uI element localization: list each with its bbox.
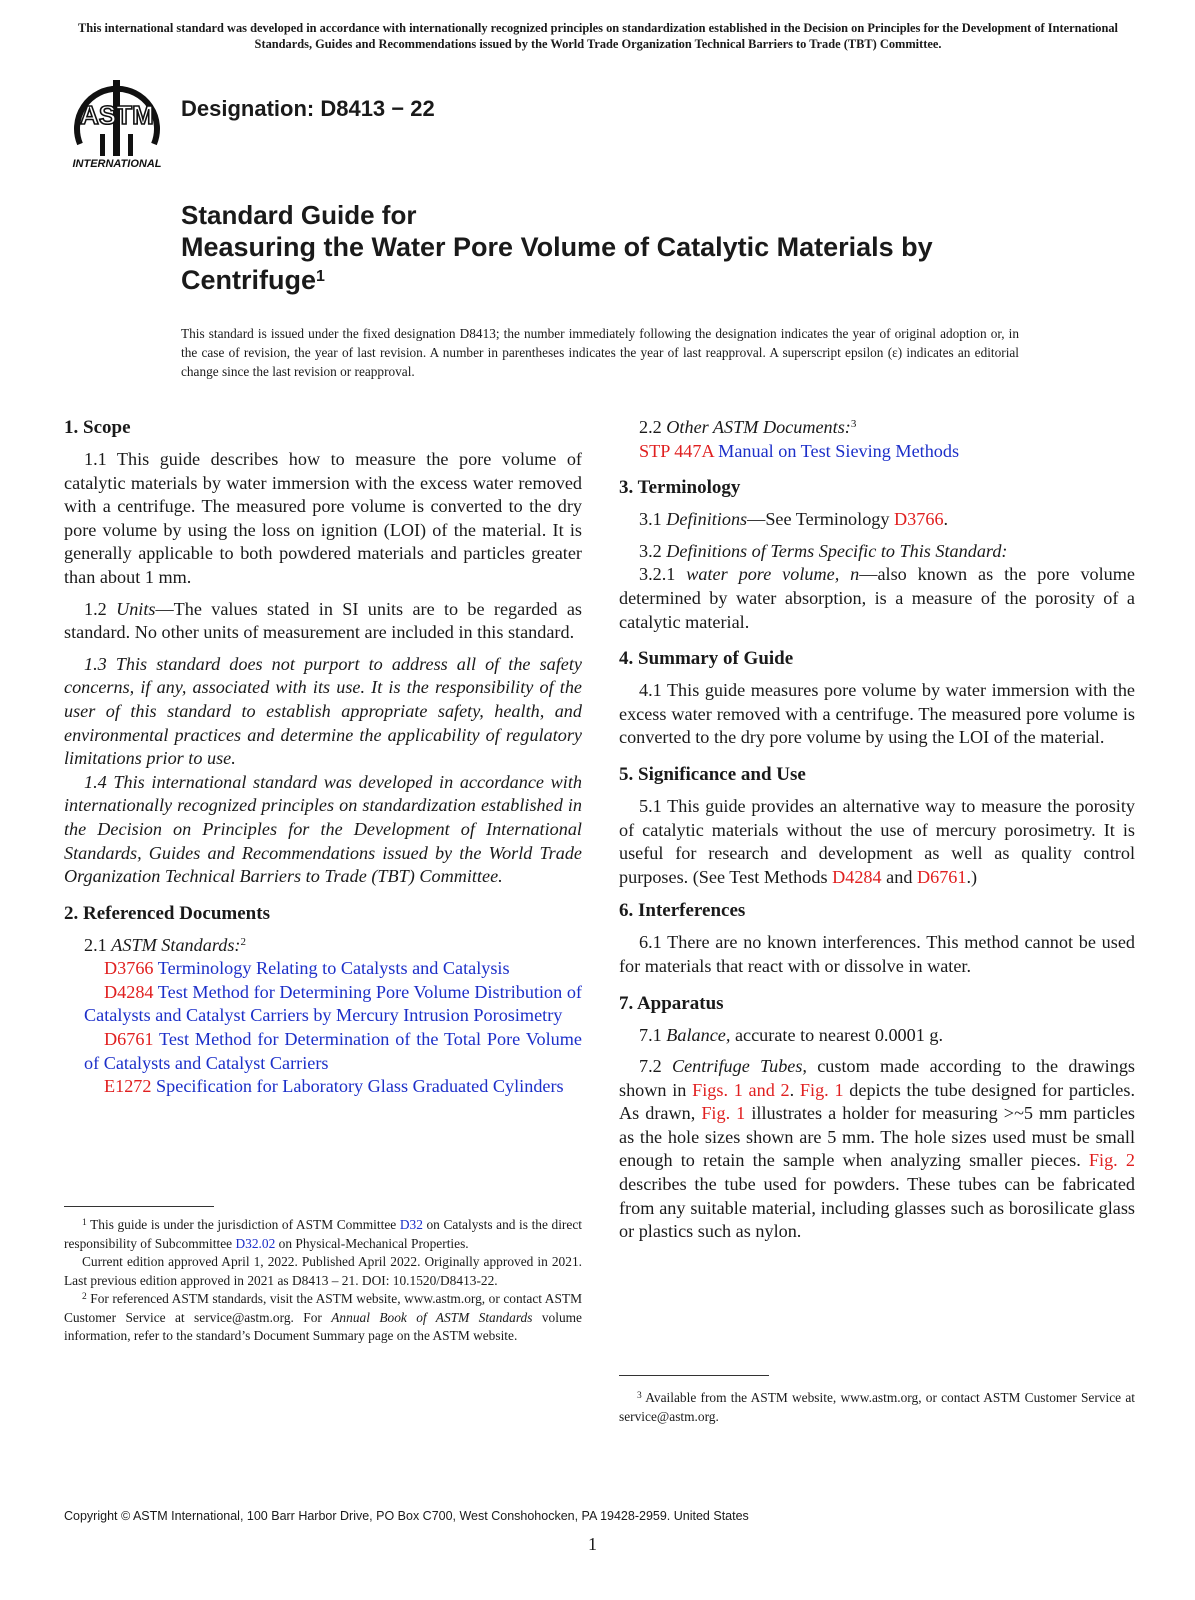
reference-d6761-title[interactable]: Test Method for Determination of the Total Pore Volume of Catalysts and Catalyst Carriers — [84, 1029, 582, 1073]
reference-d6761[interactable] — [64, 1028, 582, 1075]
footnote-3-mark: 3 — [637, 1391, 642, 1401]
international-standard-notice: This international standard was developed in accordance with internationally recognized principles on standardization established in the Decision on Principles for the Development of International Standards, Guides and Recommendations issued by the World Trade Organization Technical Barriers to Trade (TBT) Committee. — [77, 21, 1119, 51]
para-5-1-and: and — [881, 866, 917, 887]
para-5-1-end: .) — [966, 866, 978, 887]
footnote-2 — [64, 1290, 582, 1346]
para-7-2 — [619, 1055, 1135, 1244]
para-7-2-number: 7.2 — [639, 1056, 672, 1077]
para-2-1-footnote-mark: 2 — [240, 935, 246, 948]
para-2-1 — [64, 934, 582, 958]
para-3-2-1-text: —also known as the pore volume determined by water absorption, is a measure of the porosity of a catalytic material. — [619, 564, 1135, 632]
para-2-2-term: Other ASTM Documents: — [666, 417, 851, 437]
para-2-1-term: ASTM Standards: — [111, 934, 241, 955]
title-line-2: Measuring the Water Pore Volume of Catalytic Materials by — [181, 232, 933, 262]
reference-d3766[interactable] — [64, 957, 582, 981]
footnote-2-text-b: volume information, refer to the standard’s Document Summary page on the ASTM website. — [64, 1309, 583, 1343]
footnote-2-mark: 2 — [82, 1292, 87, 1302]
reference-stp447a-title[interactable]: Manual on Test Sieving Methods — [713, 440, 960, 461]
para-3-1-number: 3.1 — [639, 509, 667, 530]
reference-d4284-code[interactable]: D4284 — [104, 981, 154, 1002]
para-7-1-number: 7.1 — [639, 1024, 667, 1045]
para-1-2-number: 1.2 — [84, 598, 117, 619]
para-2-2-number: 2.2 — [639, 417, 667, 437]
para-5-1 — [619, 795, 1135, 889]
footnote-1-text-a: This guide is under the jurisdiction of ASTM Committee — [86, 1217, 400, 1232]
footnote-2-text-a: For referenced ASTM standards, visit the ASTM website, www.astm.org, or contact ASTM Customer Service at service@astm.org. For — [64, 1291, 582, 1325]
para-2-2-footnote-mark: 3 — [850, 418, 857, 430]
para-1-2-term: Units — [116, 598, 156, 619]
para-3-1-term: Definitions — [666, 509, 748, 530]
right-footnotes — [619, 1389, 1135, 1426]
reference-d6761-code[interactable]: D6761 — [104, 1029, 154, 1050]
reference-d3766-code[interactable]: D3766 — [104, 958, 154, 979]
para-3-1 — [619, 508, 1135, 532]
committee-d32-link[interactable]: D32 — [399, 1217, 423, 1232]
right-column — [619, 416, 1135, 1244]
para-7-2-text-a: custom made according to the drawings shown in — [619, 1056, 1135, 1100]
para-7-2-text-e: describes the tube used for powders. These tubes can be fabricated from any suitable material, including glasses such as borosilicate glass or plastics such as nylon. — [619, 1174, 1135, 1242]
footnote-3 — [619, 1389, 1135, 1426]
section-3-heading: 3. Terminology — [619, 477, 741, 499]
left-footnotes — [64, 1216, 582, 1346]
para-3-2-1-number: 3.2.1 — [639, 564, 687, 585]
para-7-2-text-d: illustrates a holder for measuring >~5 mm particles as the hole sizes shown are 5 mm. The hole sizes used must be small enough to retain the sample when analyzing smaller pieces. — [619, 1103, 1135, 1171]
para-1-4-text: 1.4 This international standard was developed in accordance with internationally recognized principles on standardization established in the Decision on Principles for the Development of International Standards, Guides and Recommendations issued by the World Trade Organization Technical Barriers to Trade (TBT) Committee. — [64, 771, 582, 887]
footnote-2-book-title: Annual Book of ASTM Standards — [331, 1309, 533, 1325]
footnote-1 — [64, 1216, 582, 1253]
para-3-1-text: —See Terminology — [747, 509, 895, 530]
title-line-3-text: Centrifuge — [181, 265, 316, 295]
reference-d3766-title[interactable]: Terminology Relating to Catalysts and Catalysis — [153, 958, 510, 979]
para-1-3-text: 1.3 This standard does not purport to address all of the safety concerns, if any, associated with its use. It is the responsibility of the user of this standard to establish appropriate safety, health, and environmental practices and determine the applicability of regulatory limitations prior to use. — [64, 653, 582, 769]
para-5-1-link-d4284[interactable]: D4284 — [832, 866, 882, 887]
astm-logo — [64, 72, 170, 170]
footnote-1-text-b: on Catalysts and is the direct responsibility of Subcommittee — [64, 1217, 582, 1251]
para-6-1: 6.1 There are no known interferences. This method cannot be used for materials that react with or dissolve in water. — [619, 932, 1135, 976]
para-4-1: 4.1 This guide measures pore volume by water immersion with the excess water removed with a centrifuge. The measured pore volume is converted to the dry pore volume by using the LOI of the material. — [619, 680, 1135, 748]
para-7-2-text-b: . — [789, 1079, 800, 1100]
para-3-1-link-d3766[interactable]: D3766 — [894, 509, 944, 530]
para-7-2-text-c: depicts the tube designed for particles. As drawn, — [619, 1079, 1136, 1124]
para-3-2-1 — [619, 563, 1135, 634]
footnote-1-text-c: on Physical-Mechanical Properties. — [275, 1235, 469, 1251]
para-3-2-1-term: water pore volume, n — [686, 564, 860, 585]
para-3-2 — [619, 540, 1135, 564]
subcommittee-d32-02-link[interactable]: D32.02 — [235, 1235, 276, 1251]
para-7-1-text: accurate to nearest 0.0001 g. — [730, 1024, 944, 1045]
para-3-1-end: . — [943, 509, 949, 530]
title-line-3 — [181, 264, 1081, 297]
astm-logo-subtext: INTERNATIONAL — [72, 158, 162, 170]
fig-1-link[interactable]: Fig. 1 — [799, 1079, 844, 1100]
para-2-1-number: 2.1 — [84, 934, 112, 955]
para-7-1 — [619, 1024, 1135, 1048]
para-3-2-term: Definitions of Terms Specific to This Standard: — [666, 540, 1008, 561]
reference-stp447a[interactable] — [619, 440, 1135, 464]
page-number: 1 — [588, 1534, 597, 1554]
footnote-1-mark: 1 — [82, 1218, 87, 1228]
para-7-1-term: Balance, — [666, 1024, 731, 1045]
title-footnote-mark: 1 — [316, 268, 325, 285]
fig-1-link-second[interactable]: Fig. 1 — [701, 1103, 746, 1124]
para-7-2-term: Centrifuge Tubes, — [671, 1056, 807, 1077]
reference-d4284-title[interactable]: Test Method for Determining Pore Volume Distribution of Catalysts and Catalyst Carriers by Mercury Intrusion Porosimetry — [84, 981, 582, 1026]
para-5-1-text: 5.1 This guide provides an alternative way to measure the porosity of catalytic materials without the use of mercury porosimetry. It is useful for research and development as well as quality control purposes. (See Test Methods — [619, 795, 1135, 887]
section-5-heading: 5. Significance and Use — [619, 763, 806, 785]
para-5-1-link-d6761[interactable]: D6761 — [916, 866, 967, 887]
para-1-1: 1.1 This guide describes how to measure the pore volume of catalytic materials by water immersion with the excess water removed with a centrifuge. The measured pore volume is converted to the dry pore volume by using the loss on ignition (LOI) of the material. It is generally applicable to both powdered materials and particles greater than about 1 mm. — [64, 449, 582, 587]
astm-logo-text: ASTM — [80, 100, 154, 130]
issued-statement: This standard is issued under the fixed designation D8413; the number immediately following the designation indicates the year of original adoption or, in the case of revision, the year of last revision. A number in parentheses indicates the year of last reapproval. A superscript epsilon (ε) indicates an editorial change since the last revision or reapproval. — [181, 326, 1019, 379]
document-title — [181, 199, 1081, 297]
section-2-heading: 2. Referenced Documents — [64, 902, 270, 924]
section-6-heading: 6. Interferences — [619, 900, 746, 922]
footnote-3-text: Available from the ASTM website, www.astm.org, or contact ASTM Customer Service at service@astm.org. — [619, 1390, 1135, 1424]
title-line-1: Standard Guide for — [181, 200, 417, 230]
edition-note: Current edition approved April 1, 2022. Published April 2022. Originally approved in 2021. Last previous edition approved in 2021 as D8413 – 21. DOI: 10.1520/D8413-22. — [64, 1254, 582, 1288]
para-3-2-number: 3.2 — [639, 540, 667, 561]
copyright-line: Copyright © ASTM International, 100 Barr Harbor Drive, PO Box C700, West Conshohocken, PA 19428-2959. United States — [64, 1509, 749, 1523]
para-1-3 — [64, 653, 582, 771]
reference-d4284[interactable] — [64, 981, 582, 1028]
para-1-2 — [64, 598, 582, 645]
reference-stp447a-code[interactable]: STP 447A — [639, 440, 714, 461]
section-1-heading: 1. Scope — [64, 417, 131, 438]
reference-e1272[interactable] — [64, 1075, 582, 1099]
fig-2-link[interactable]: Fig. 2 — [1088, 1150, 1135, 1171]
reference-e1272-title[interactable]: Specification for Laboratory Glass Graduated Cylinders — [151, 1076, 564, 1097]
para-2-2 — [619, 416, 1135, 440]
left-footnote-divider — [64, 1206, 214, 1207]
reference-e1272-code[interactable]: E1272 — [104, 1076, 152, 1097]
designation: Designation: D8413 − 22 — [181, 96, 435, 121]
figs-1-2-link[interactable]: Figs. 1 and 2 — [692, 1079, 790, 1100]
right-footnote-divider — [619, 1375, 769, 1376]
left-column — [64, 416, 582, 1099]
para-1-4 — [64, 771, 582, 889]
section-7-heading: 7. Apparatus — [619, 992, 724, 1014]
section-4-heading: 4. Summary of Guide — [619, 648, 794, 670]
para-1-2-text: —The values stated in SI units are to be regarded as standard. No other units of measurement are included in this standard. — [64, 598, 582, 643]
